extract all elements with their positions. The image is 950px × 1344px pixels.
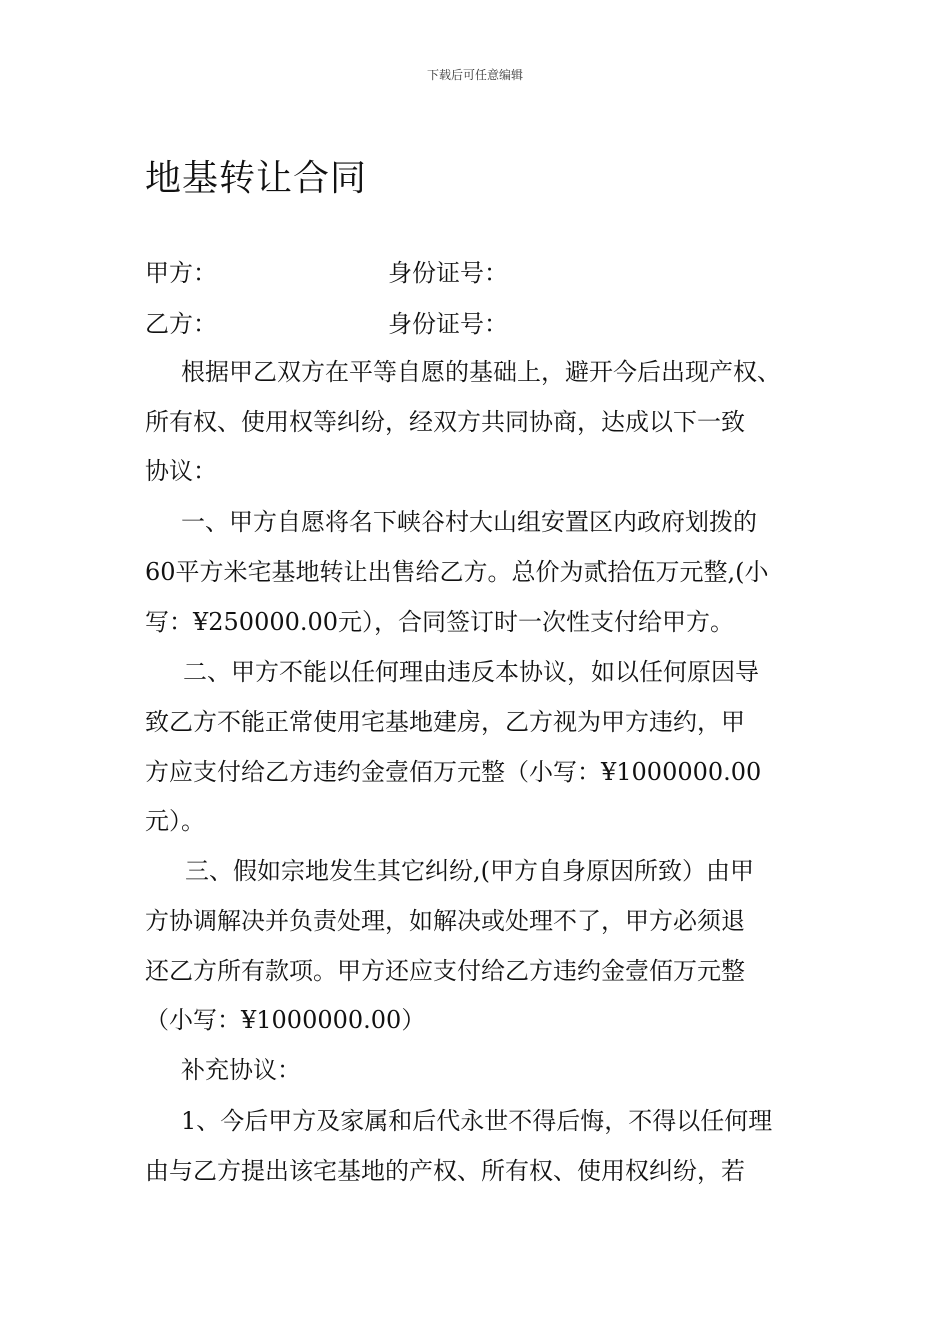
body-line: 方协调解决并负责处理，如解决或处理不了，甲方必须退	[145, 907, 745, 935]
body-line: 还乙方所有款项。甲方还应支付给乙方违约金壹佰万元整	[145, 957, 745, 985]
party-b-id-label: 身份证号：	[388, 310, 508, 338]
party-a-label: 甲方：	[145, 259, 217, 287]
document-title: 地基转让合同	[145, 158, 368, 199]
party-a-row	[145, 257, 508, 289]
body-line: 元）。	[145, 807, 205, 835]
party-a-id-label: 身份证号：	[388, 259, 508, 287]
body-line: 写：¥250000.00元），合同签订时一次性支付给甲方。	[145, 608, 735, 636]
body-line: 60平方米宅基地转让出售给乙方。总价为贰拾伍万元整,(小	[145, 558, 769, 586]
body-line: 所有权、使用权等纠纷，经双方共同协商，达成以下一致	[145, 408, 745, 436]
body-line: 由与乙方提出该宅基地的产权、所有权、使用权纠纷，若	[145, 1157, 745, 1185]
body-line: 1、今后甲方及家属和后代永世不得后悔，不得以任何理	[181, 1107, 773, 1135]
body-line: 一、甲方自愿将名下峡谷村大山组安置区内政府划拨的	[181, 508, 757, 536]
body-line: （小写：¥1000000.00）	[145, 1006, 426, 1034]
body-line: 二、甲方不能以任何理由违反本协议，如以任何原因导	[183, 658, 759, 686]
body-line: 根据甲乙双方在平等自愿的基础上，避开今后出现产权、	[181, 358, 781, 386]
party-b-label: 乙方：	[145, 310, 217, 338]
party-b-row	[145, 308, 508, 340]
header-note: 下载后可任意编辑	[426, 68, 523, 82]
body-line: 三、假如宗地发生其它纠纷,(甲方自身原因所致）由甲	[185, 857, 754, 885]
body-line: 补充协议：	[181, 1056, 301, 1084]
body-line: 致乙方不能正常使用宅基地建房，乙方视为甲方违约，甲	[145, 708, 745, 736]
body-line: 方应支付给乙方违约金壹佰万元整（小写：¥1000000.00	[145, 758, 762, 786]
body-line: 协议：	[145, 457, 217, 485]
